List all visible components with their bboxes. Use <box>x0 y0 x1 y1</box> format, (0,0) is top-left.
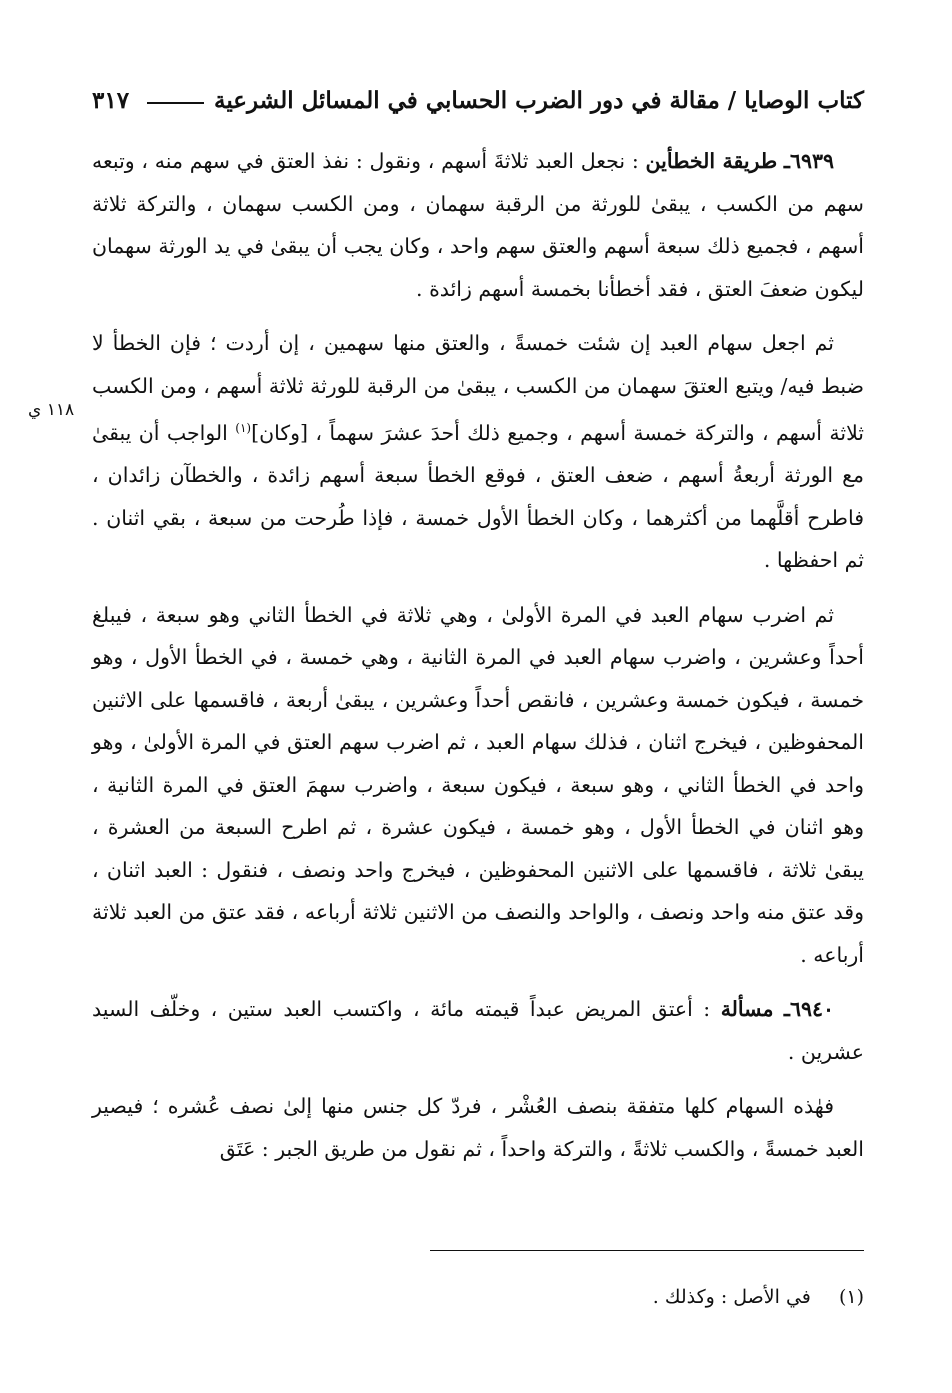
margin-manuscript-ref: ١١٨ ي <box>28 400 75 420</box>
main-text <box>92 140 864 1182</box>
header-rule <box>147 102 204 104</box>
paragraph <box>92 594 864 977</box>
paragraph-text: ثم اجعل سهام العبد إن شئت خمسةً ، والعتق منها سهمين ، إن أردت ؛ فإن الخطأ لا ضبط فيه/ ويتبع العتقَ سهمان من الكسب ، يبقىٰ من الرقبة للورثة ثلاثة أسهم ، ومن الكسب ثلاثة أسهم ، والتركة خمسة أسهم ، وجميع ذلك أحدَ عشرَ سهماً ، [وكان] <box>92 331 865 445</box>
paragraph <box>92 1085 864 1170</box>
entry-number: ٦٩٣٩ـ <box>783 149 834 173</box>
paragraph-text: : نجعل العبد ثلاثةَ أسهم ، ونقول : نفذ العتق في سهم منه ، وتبعه سهم من الكسب ، يبقىٰ للورثة من الرقبة سهمان ، ومن الكسب سهمان ، والتركة ثلاثة أسهم ، فجميع ذلك سبعة أسهم والعتق سهم واحد ، وكان يجب أن يبقىٰ في يد الورثة سهمان ليكون ضعفَ العتق ، فقد أخطأنا بخمسة أسهم زائدة . <box>92 149 864 301</box>
paragraph-6940 <box>92 988 864 1073</box>
footnote-reference[interactable]: (١) <box>235 421 252 435</box>
paragraph-text: الواجب أن يبقىٰ مع الورثة أربعةُ أسهم ، ضعف العتق ، فوقع الخطأ سبعة أسهم زائدة ، والخطآن زائدان ، فاطرح أقلَّهما من أكثرهما ، وكان الخطأ الأول خمسة ، فإذا طُرحت من سبعة ، بقي اثنان . ثم احفظها . <box>92 420 864 573</box>
entry-heading: مسألة <box>720 997 774 1022</box>
footnote-number: (١) <box>838 1286 864 1308</box>
paragraph-text: ثم اضرب سهام العبد في المرة الأولىٰ ، وهي ثلاثة في الخطأ الثاني وهو سبعة ، فيبلغ أحداً وعشرين ، واضرب سهام العبد في المرة الثانية ، وهي خمسة ، في الخطأ الأول ، وهو خمسة ، فيكون خمسة وعشرين ، فانقص أحداً وعشرين ، يبقىٰ أربعة ، فاقسمها على الاثنين المحفوظين ، فيخرج اثنان ، فذلك سهام العبد ، ثم اضرب سهم العتق في المرة الأولىٰ ، وهو واحد في الخطأ الثاني ، وهو سبعة ، فيكون سبعة ، واضرب سهمَ العتق في المرة الثانية ، وهو اثنان في الخطأ الأول ، وهو خمسة ، فيكون عشرة ، ثم اطرح السبعة من العشرة ، يبقىٰ ثلاثة ، فاقسمها على الاثنين المحفوظين ، فيخرج واحد ونصف ، فنقول : العبد اثنان ، وقد عتق منه واحد ونصف ، والواحد والنصف من الاثنين ثلاثة أرباعه ، فقد عتق من العبد ثلاثة أرباعه . <box>92 602 864 967</box>
paragraph-text: : أعتق المريض عبداً قيمته مائة ، واكتسب العبد ستين ، وخلّف السيد عشرين . <box>92 997 864 1064</box>
entry-number: ٦٩٤٠ـ <box>783 997 834 1022</box>
entry-heading: طريقة الخطأين <box>645 149 778 173</box>
header-title: كتاب الوصايا / مقالة في دور الضرب الحسابي في المسائل الشرعية <box>213 86 864 114</box>
paragraph-text: فهٰذه السهام كلها متفقة بنصف العُشْر ، فردّ كل جنس منها إلىٰ نصف عُشره ؛ فيصير العبد خمسةً ، والكسب ثلاثةً ، والتركة واحداً ، ثم نقول من طريق الجبر : عَتَق <box>92 1094 864 1161</box>
page-number: ٣١٧ <box>92 86 130 114</box>
running-header <box>92 78 864 122</box>
footnote-text: في الأصل : وكذلك . <box>652 1286 811 1308</box>
footnote-divider <box>430 1250 864 1251</box>
paragraph-6939 <box>92 140 864 310</box>
footnote <box>380 1286 864 1308</box>
paragraph <box>92 322 864 582</box>
